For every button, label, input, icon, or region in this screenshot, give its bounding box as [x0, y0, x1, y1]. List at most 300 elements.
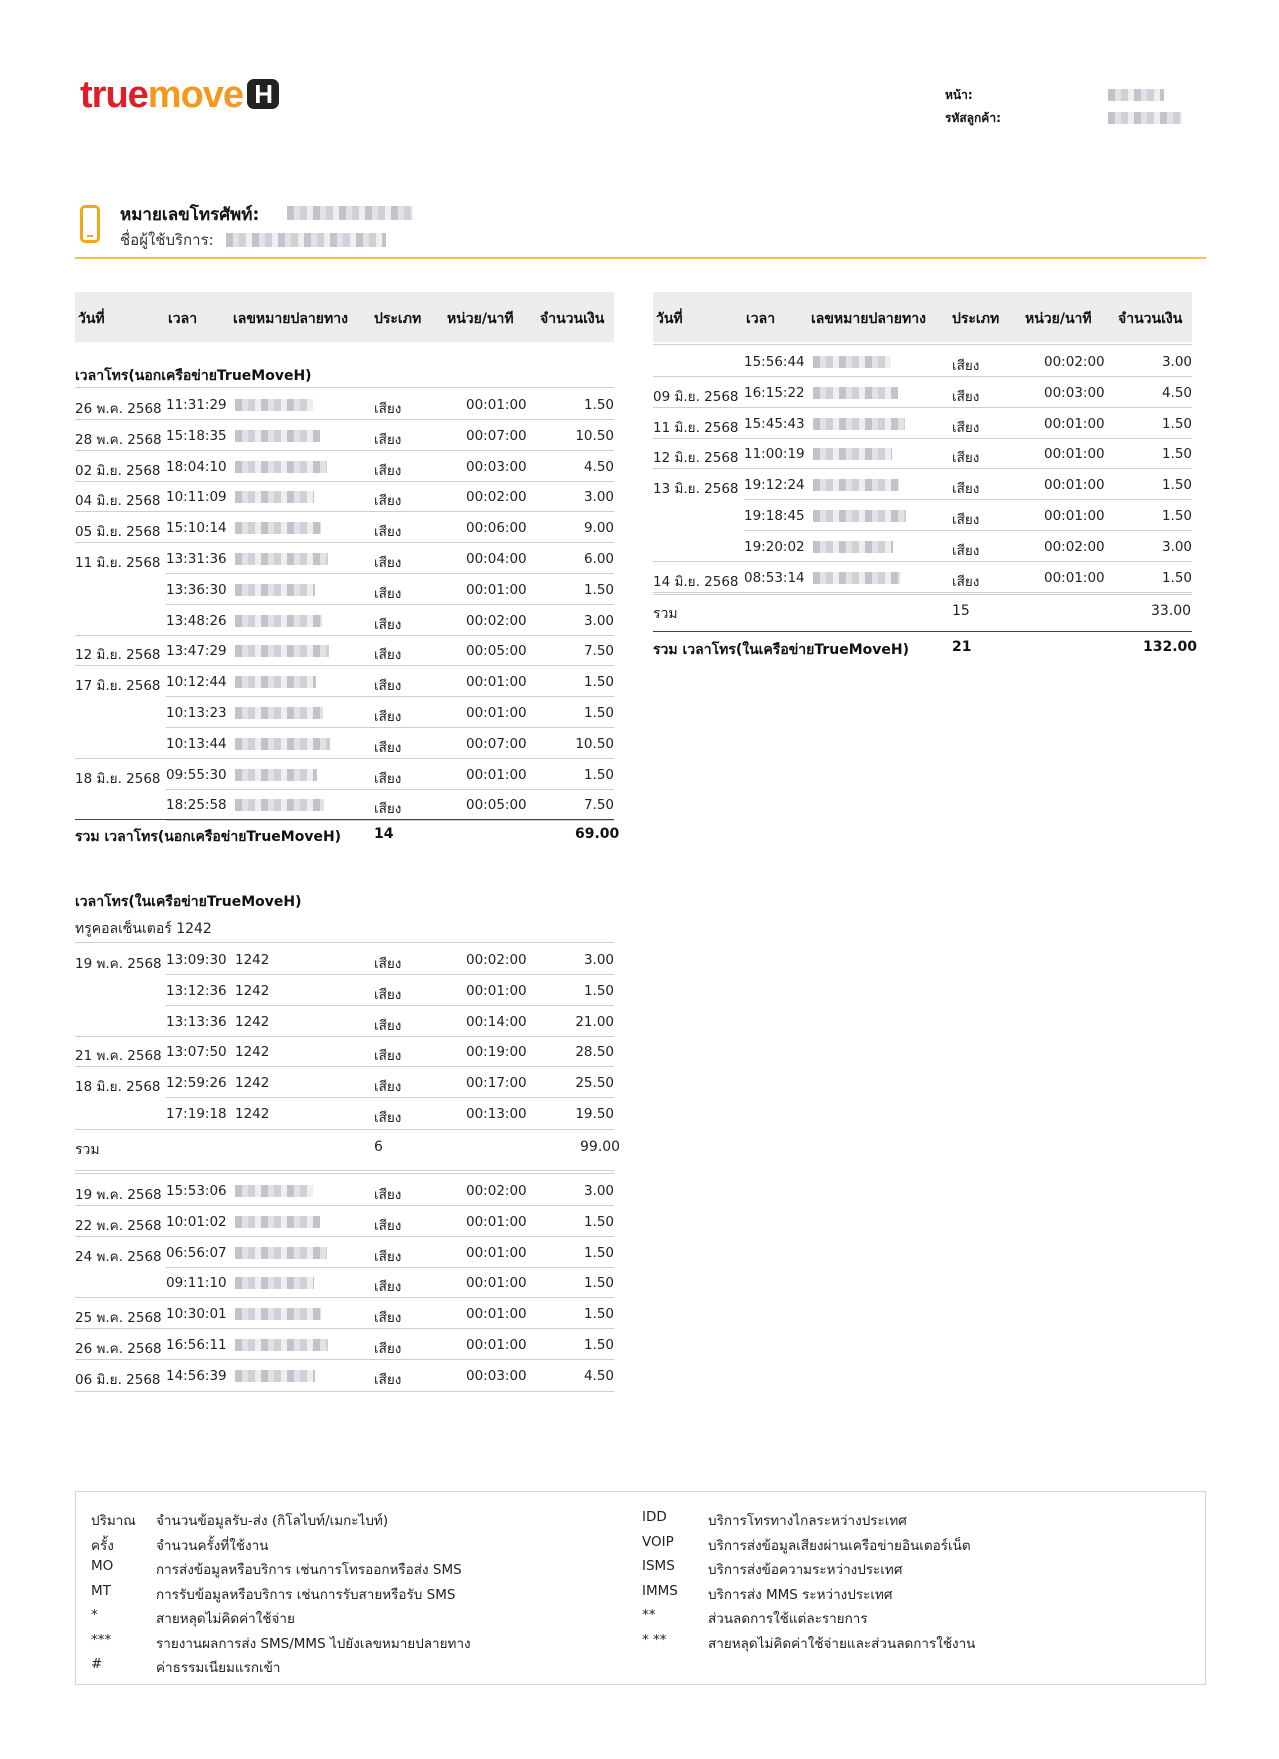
truemove-h-logo — [80, 74, 279, 117]
call-type: เสียง — [374, 1187, 402, 1203]
subscriber-name-label: ชื่อผู้ใช้บริการ: — [120, 231, 214, 249]
legend-desc: บริการส่ง MMS ระหว่างประเทศ — [708, 1586, 893, 1603]
call-row — [75, 1360, 614, 1390]
callcenter-subtotal-label: รวม — [75, 1142, 100, 1158]
call-amount: 7.50 — [583, 797, 614, 814]
call-type: เสียง — [374, 462, 402, 479]
call-destination-redacted — [235, 799, 324, 811]
call-date: 04 มิ.ย. 2568 — [75, 493, 161, 510]
call-row — [75, 389, 614, 419]
call-duration: 00:05:00 — [466, 797, 527, 814]
callcenter-subtotal-divider — [75, 1129, 614, 1130]
call-date: 25 พ.ค. 2568 — [75, 1310, 162, 1327]
call-row — [75, 728, 614, 758]
call-amount: 3.00 — [583, 952, 614, 968]
section-offnet-title: เวลาโทร(นอกเครือข่ายTrueMoveH) — [75, 368, 312, 384]
call-row — [75, 512, 614, 542]
call-duration: 00:03:00 — [466, 1367, 527, 1384]
call-amount: 10.50 — [575, 735, 614, 752]
legend-desc: การส่งข้อมูลหรือบริการ เช่นการโทรออกหรือส่ง SMS — [156, 1562, 462, 1578]
call-destination-redacted — [235, 1185, 313, 1197]
call-destination: 1242 — [235, 1044, 270, 1061]
call-type: เสียง — [374, 616, 402, 633]
call-amount: 1.50 — [583, 397, 614, 413]
logo-text-true: true — [80, 74, 148, 116]
legend-key: ** — [642, 1607, 656, 1623]
call-date: 24 พ.ค. 2568 — [75, 1248, 162, 1265]
call-time: 14:56:39 — [166, 1367, 227, 1384]
call-type: เสียง — [374, 555, 402, 571]
call-time: 15:56:44 — [744, 354, 805, 370]
onnet-total-count: 21 — [952, 639, 972, 655]
call-amount: 28.50 — [575, 1044, 614, 1061]
call-duration: 00:07:00 — [466, 735, 527, 752]
call-destination-redacted — [235, 553, 328, 565]
legend-desc: บริการส่งข้อมูลเสียงผ่านเครือข่ายอินเตอร์เน็ต — [708, 1537, 971, 1554]
call-type: เสียง — [952, 419, 980, 436]
call-row — [75, 1206, 614, 1236]
call-destination-redacted — [235, 1277, 314, 1289]
call-duration: 00:01:00 — [466, 674, 527, 691]
call-amount: 25.50 — [575, 1075, 614, 1092]
call-duration: 00:01:00 — [466, 1337, 527, 1353]
call-duration: 00:01:00 — [466, 1213, 527, 1230]
call-type: เสียง — [952, 481, 980, 498]
call-destination-redacted — [813, 479, 899, 491]
list-top-divider — [75, 942, 614, 943]
call-type: เสียง — [952, 542, 980, 559]
call-duration: 00:01:00 — [466, 766, 527, 783]
call-destination-redacted — [813, 418, 905, 430]
call-amount: 9.00 — [583, 520, 614, 537]
callcenter-subtotal-amount: 99.00 — [580, 1139, 621, 1155]
call-destination-redacted — [235, 584, 315, 596]
col-type: ประเภท — [952, 311, 1000, 327]
legend-key: IMMS — [642, 1582, 678, 1599]
call-time: 13:13:36 — [166, 1013, 227, 1030]
call-row — [75, 666, 614, 696]
legend-desc: จำนวนครั้งที่ใช้งาน — [156, 1537, 269, 1554]
call-destination: 1242 — [235, 1013, 270, 1030]
legend-key: ปริมาณ — [91, 1513, 136, 1529]
call-duration: 00:02:00 — [1044, 354, 1105, 370]
call-amount: 1.50 — [583, 674, 614, 691]
call-duration: 00:01:00 — [466, 581, 527, 598]
call-time: 13:09:30 — [166, 952, 227, 968]
call-duration: 00:01:00 — [466, 1275, 527, 1292]
call-type: เสียง — [374, 524, 402, 541]
call-duration: 00:03:00 — [1044, 384, 1105, 401]
call-amount: 6.00 — [583, 551, 614, 567]
callcenter-subtotal-bottom-divider — [75, 1170, 614, 1171]
call-amount: 1.50 — [1161, 508, 1192, 524]
call-destination-redacted — [235, 1247, 327, 1259]
legend-desc: บริการส่งข้อความระหว่างประเทศ — [708, 1562, 903, 1578]
call-duration: 00:01:00 — [1044, 508, 1105, 524]
call-date: 09 มิ.ย. 2568 — [653, 388, 739, 405]
call-date: 11 มิ.ย. 2568 — [653, 419, 739, 436]
call-date: 11 มิ.ย. 2568 — [75, 555, 161, 571]
call-destination: 1242 — [235, 1106, 270, 1122]
call-duration: 00:01:00 — [1044, 477, 1105, 494]
call-row — [75, 1267, 614, 1297]
call-duration: 00:01:00 — [466, 1306, 527, 1323]
legend-key: MT — [91, 1582, 111, 1599]
call-row — [75, 1098, 614, 1128]
phone-number-redacted — [287, 206, 413, 220]
call-time: 10:01:02 — [166, 1213, 227, 1230]
call-amount: 1.50 — [583, 1244, 614, 1261]
call-duration: 00:01:00 — [1044, 569, 1105, 586]
legend-desc: บริการโทรทางไกลระหว่างประเทศ — [708, 1513, 907, 1529]
call-type: เสียง — [374, 1371, 402, 1388]
call-date: 06 มิ.ย. 2568 — [75, 1371, 161, 1388]
call-row — [75, 451, 614, 481]
call-row — [75, 697, 614, 727]
right-table-header — [653, 292, 1192, 342]
call-time: 19:18:45 — [744, 508, 805, 524]
legend-key: IDD — [642, 1509, 667, 1525]
call-row — [653, 377, 1192, 407]
call-time: 19:20:02 — [744, 538, 805, 555]
call-duration: 00:02:00 — [1044, 538, 1105, 555]
call-amount: 1.50 — [583, 1337, 614, 1353]
call-date: 17 มิ.ย. 2568 — [75, 678, 161, 695]
call-row — [653, 438, 1192, 468]
call-time: 15:45:43 — [744, 415, 805, 432]
call-destination-redacted — [235, 522, 321, 534]
call-destination: 1242 — [235, 952, 270, 968]
legend-desc: รายงานผลการส่ง SMS/MMS ไปยังเลขหมายปลายทาง — [156, 1635, 471, 1652]
call-row — [75, 543, 614, 573]
call-time: 15:10:14 — [166, 520, 227, 537]
call-type: เสียง — [374, 986, 402, 1003]
col-type: ประเภท — [374, 311, 422, 327]
call-amount: 1.50 — [583, 581, 614, 598]
col-destination: เลขหมายปลายทาง — [811, 311, 926, 327]
call-type: เสียง — [374, 770, 402, 787]
call-time: 11:31:29 — [166, 397, 227, 413]
call-row — [653, 500, 1192, 530]
call-date: 19 พ.ค. 2568 — [75, 1187, 162, 1203]
customer-code-value-redacted — [1108, 112, 1182, 124]
call-time: 13:48:26 — [166, 612, 227, 629]
call-type: เสียง — [952, 573, 980, 590]
call-amount: 7.50 — [583, 643, 614, 660]
legend-key: ครั้ง — [91, 1537, 114, 1554]
call-time: 10:13:23 — [166, 705, 227, 721]
call-duration: 00:14:00 — [466, 1013, 527, 1030]
call-destination-redacted — [235, 430, 320, 442]
col-duration: หน่วย/นาที — [447, 311, 514, 327]
call-date: 26 พ.ค. 2568 — [75, 401, 162, 417]
right-subtotal-divider — [653, 594, 1192, 595]
callcenter-subtotal-count: 6 — [374, 1139, 383, 1155]
legend-key: * — [91, 1607, 98, 1623]
call-row — [75, 1006, 614, 1036]
call-row — [75, 1175, 614, 1205]
call-row — [75, 759, 614, 789]
call-row — [75, 1036, 614, 1066]
call-destination-redacted — [813, 356, 891, 368]
call-destination-redacted — [235, 1339, 328, 1351]
page-number-value-redacted — [1108, 89, 1164, 101]
legend-desc: สายหลุดไม่คิดค่าใช้จ่าย — [156, 1611, 295, 1627]
call-time: 10:30:01 — [166, 1306, 227, 1323]
call-duration: 00:19:00 — [466, 1044, 527, 1061]
call-destination-redacted — [235, 1308, 321, 1320]
left-table-header — [75, 292, 614, 342]
mobile-phone-icon — [80, 205, 100, 243]
call-destination-redacted — [235, 1216, 320, 1228]
call-type: เสียง — [952, 450, 980, 467]
call-time: 16:15:22 — [744, 384, 805, 401]
call-time: 13:12:36 — [166, 982, 227, 999]
call-row — [653, 469, 1192, 499]
call-destination-redacted — [235, 738, 330, 750]
col-date: วันที่ — [656, 311, 683, 327]
col-amount: จำนวนเงิน — [540, 311, 605, 327]
logo-text-move: move — [147, 74, 244, 116]
legend-key: ISMS — [642, 1558, 675, 1574]
call-destination-redacted — [235, 769, 317, 781]
call-duration: 00:07:00 — [466, 427, 527, 444]
call-row — [75, 1329, 614, 1359]
call-date: 14 มิ.ย. 2568 — [653, 573, 739, 590]
col-destination: เลขหมายปลายทาง — [233, 311, 348, 327]
call-amount: 4.50 — [583, 1367, 614, 1384]
call-time: 19:12:24 — [744, 477, 805, 494]
right-subtotal-amount: 33.00 — [1151, 603, 1192, 619]
subscriber-name-redacted — [226, 233, 386, 247]
list-top-divider — [653, 344, 1192, 345]
call-destination-redacted — [235, 1370, 315, 1382]
call-duration: 00:01:00 — [1044, 415, 1105, 432]
call-type: เสียง — [952, 388, 980, 405]
call-duration: 00:06:00 — [466, 520, 527, 537]
call-date: 21 พ.ค. 2568 — [75, 1048, 162, 1065]
call-type: เสียง — [374, 1017, 402, 1034]
call-destination-redacted — [813, 448, 892, 460]
call-amount: 4.50 — [1161, 384, 1192, 401]
call-type: เสียง — [952, 358, 980, 374]
call-date: 18 มิ.ย. 2568 — [75, 770, 161, 787]
call-type: เสียง — [374, 739, 402, 756]
call-destination-redacted — [235, 399, 313, 411]
customer-code-label: รหัสลูกค้า: — [945, 111, 1001, 125]
legend-key: MO — [91, 1558, 114, 1574]
call-row — [75, 944, 614, 974]
call-time: 16:56:11 — [166, 1337, 227, 1353]
call-duration: 00:03:00 — [466, 458, 527, 475]
call-type: เสียง — [374, 647, 402, 664]
call-date: 28 พ.ค. 2568 — [75, 431, 162, 448]
call-type: เสียง — [374, 1279, 402, 1296]
call-type: เสียง — [374, 1341, 402, 1357]
call-date: 19 พ.ค. 2568 — [75, 956, 162, 972]
call-date: 12 มิ.ย. 2568 — [653, 450, 739, 467]
call-type: เสียง — [374, 1079, 402, 1096]
call-type: เสียง — [374, 1110, 402, 1126]
legend-desc: ส่วนลดการใช้แต่ละรายการ — [708, 1611, 868, 1627]
call-amount: 21.00 — [575, 1013, 614, 1030]
call-row — [75, 635, 614, 665]
call-row — [75, 481, 614, 511]
call-time: 15:18:35 — [166, 427, 227, 444]
call-date: 12 มิ.ย. 2568 — [75, 647, 161, 664]
offnet-total-label: รวม เวลาโทร(นอกเครือข่ายTrueMoveH) — [75, 829, 342, 845]
callcenter-subtitle: ทรูคอลเซ็นเตอร์ 1242 — [75, 921, 212, 937]
call-type: เสียง — [374, 401, 402, 417]
call-amount: 1.50 — [1161, 415, 1192, 432]
call-amount: 19.50 — [575, 1106, 614, 1122]
call-time: 13:31:36 — [166, 551, 227, 567]
call-duration: 00:02:00 — [466, 489, 527, 506]
call-date: 13 มิ.ย. 2568 — [653, 481, 739, 498]
header-divider — [75, 257, 1206, 259]
call-amount: 3.00 — [583, 1183, 614, 1199]
call-row — [653, 562, 1192, 592]
call-duration: 00:02:00 — [466, 1183, 527, 1199]
call-time: 17:19:18 — [166, 1106, 227, 1122]
call-type: เสียง — [374, 678, 402, 695]
call-time: 09:55:30 — [166, 766, 227, 783]
call-date: 05 มิ.ย. 2568 — [75, 524, 161, 541]
call-type: เสียง — [374, 1217, 402, 1234]
legend-key: VOIP — [642, 1533, 674, 1550]
col-date: วันที่ — [78, 311, 105, 327]
right-subtotal-count: 15 — [952, 603, 970, 619]
legend-desc: ค่าธรรมเนียมแรกเข้า — [156, 1660, 281, 1676]
call-destination-redacted — [235, 676, 316, 688]
call-duration: 00:01:00 — [466, 705, 527, 721]
call-row — [75, 1237, 614, 1267]
call-time: 09:11:10 — [166, 1275, 227, 1292]
list-bottom-divider — [166, 820, 614, 821]
call-duration: 00:13:00 — [466, 1106, 527, 1122]
call-time: 13:47:29 — [166, 643, 227, 660]
call-row — [653, 531, 1192, 561]
call-time: 15:53:06 — [166, 1183, 227, 1199]
call-amount: 1.50 — [1161, 569, 1192, 586]
call-destination: 1242 — [235, 982, 270, 999]
call-amount: 4.50 — [583, 458, 614, 475]
call-time: 10:11:09 — [166, 489, 227, 506]
legend-desc: สายหลุดไม่คิดค่าใช้จ่ายและส่วนลดการใช้งาน — [708, 1635, 976, 1652]
call-destination-redacted — [235, 645, 329, 657]
call-type: เสียง — [374, 1248, 402, 1265]
call-type: เสียง — [374, 801, 402, 818]
call-row — [75, 574, 614, 604]
offnet-total-amount: 69.00 — [575, 826, 620, 842]
call-row — [75, 420, 614, 450]
call-type: เสียง — [374, 709, 402, 725]
call-row — [653, 346, 1192, 376]
call-time: 18:25:58 — [166, 797, 227, 814]
call-time: 13:07:50 — [166, 1044, 227, 1061]
call-duration: 00:01:00 — [466, 982, 527, 999]
call-time: 18:04:10 — [166, 458, 227, 475]
offnet-total-count: 14 — [374, 826, 394, 842]
call-duration: 00:02:00 — [466, 952, 527, 968]
call-date: 18 มิ.ย. 2568 — [75, 1079, 161, 1096]
col-time: เวลา — [168, 311, 198, 327]
call-row — [75, 975, 614, 1005]
call-duration: 00:01:00 — [1044, 446, 1105, 463]
call-amount: 3.00 — [1161, 354, 1192, 370]
call-amount: 1.50 — [583, 705, 614, 721]
call-type: เสียง — [374, 431, 402, 448]
call-amount: 3.00 — [583, 612, 614, 629]
legend-desc: การรับข้อมูลหรือบริการ เช่นการรับสายหรือรับ SMS — [156, 1586, 456, 1603]
call-destination-redacted — [235, 615, 322, 627]
call-type: เสียง — [374, 585, 402, 602]
logo-text-h: H — [247, 79, 279, 109]
call-duration: 00:01:00 — [466, 1244, 527, 1261]
call-date: 22 พ.ค. 2568 — [75, 1217, 162, 1234]
call-amount: 1.50 — [583, 1275, 614, 1292]
page-number-label: หน้า: — [945, 88, 973, 102]
call-amount: 1.50 — [583, 982, 614, 999]
call-row — [75, 1067, 614, 1097]
call-type: เสียง — [374, 956, 402, 972]
call-amount: 1.50 — [1161, 477, 1192, 494]
call-destination-redacted — [813, 510, 906, 522]
list-top-divider — [75, 1173, 614, 1174]
call-row — [653, 408, 1192, 438]
col-amount: จำนวนเงิน — [1118, 311, 1183, 327]
call-destination-redacted — [813, 541, 893, 553]
call-amount: 10.50 — [575, 427, 614, 444]
call-time: 13:36:30 — [166, 581, 227, 598]
legend-key: * ** — [642, 1631, 667, 1648]
onnet-total-amount: 132.00 — [1143, 639, 1198, 655]
call-date: 02 มิ.ย. 2568 — [75, 462, 161, 479]
call-destination-redacted — [235, 461, 327, 473]
onnet-total-label: รวม เวลาโทร(ในเครือข่ายTrueMoveH) — [653, 642, 910, 658]
call-amount: 3.00 — [1161, 538, 1192, 555]
call-destination-redacted — [813, 572, 900, 584]
call-time: 10:13:44 — [166, 735, 227, 752]
offnet-total-divider — [75, 819, 614, 820]
call-destination: 1242 — [235, 1075, 270, 1092]
call-amount: 1.50 — [583, 1213, 614, 1230]
legend-key: *** — [91, 1631, 112, 1648]
call-destination-redacted — [235, 491, 314, 503]
call-time: 11:00:19 — [744, 446, 805, 463]
call-destination-redacted — [813, 387, 898, 399]
call-row — [75, 605, 614, 635]
call-type: เสียง — [374, 1310, 402, 1327]
call-row — [75, 1298, 614, 1328]
call-duration: 00:05:00 — [466, 643, 527, 660]
call-type: เสียง — [952, 512, 980, 528]
call-duration: 00:02:00 — [466, 612, 527, 629]
call-time: 06:56:07 — [166, 1244, 227, 1261]
call-duration: 00:17:00 — [466, 1075, 527, 1092]
call-type: เสียง — [374, 1048, 402, 1065]
call-row — [75, 789, 614, 819]
call-time: 12:59:26 — [166, 1075, 227, 1092]
right-subtotal-label: รวม — [653, 606, 678, 622]
list-top-divider — [75, 387, 614, 388]
legend-key: # — [91, 1656, 103, 1672]
call-type: เสียง — [374, 493, 402, 510]
call-destination-redacted — [235, 707, 323, 719]
col-duration: หน่วย/นาที — [1025, 311, 1092, 327]
call-amount: 1.50 — [583, 1306, 614, 1323]
section-onnet-title: เวลาโทร(ในเครือข่ายTrueMoveH) — [75, 894, 302, 910]
